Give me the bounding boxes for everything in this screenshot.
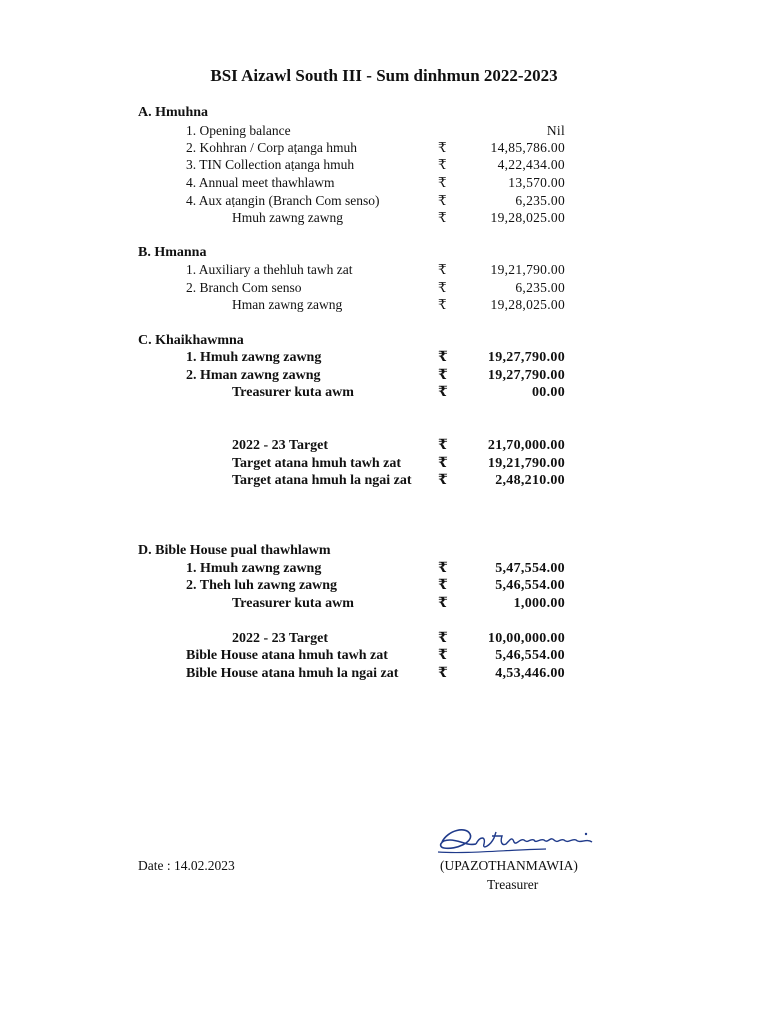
row-label: 2. Kohhran / Corp aṭanga hmuh bbox=[186, 140, 357, 155]
row-amount: 21,70,000.00 bbox=[487, 438, 565, 453]
table-row bbox=[0, 455, 768, 473]
row-amount: 19,21,790.00 bbox=[490, 262, 565, 277]
section-d-heading: D. Bible House pual thawhlawm bbox=[138, 543, 331, 558]
total-row bbox=[0, 209, 768, 227]
row-amount: 2,48,210.00 bbox=[495, 473, 565, 488]
row-label: Bible House atana hmuh la ngai zat bbox=[186, 666, 399, 681]
table-row bbox=[0, 472, 768, 490]
row-label: 1. Opening balance bbox=[186, 123, 291, 138]
row-label: 2022 - 23 Target bbox=[232, 631, 329, 646]
row-amount: 00.00 bbox=[532, 385, 565, 400]
rupee-icon: ₹ bbox=[438, 350, 448, 365]
row-label: 4. Annual meet thawhlawm bbox=[186, 175, 335, 190]
row-amount: 1,000.00 bbox=[513, 596, 565, 611]
table-row bbox=[0, 630, 768, 648]
section-c-heading: C. Khaikhawmna bbox=[138, 333, 244, 348]
rupee-icon: ₹ bbox=[438, 175, 447, 190]
rupee-icon: ₹ bbox=[438, 666, 448, 681]
table-row bbox=[0, 647, 768, 665]
rupee-icon: ₹ bbox=[438, 473, 448, 488]
rupee-icon: ₹ bbox=[438, 631, 448, 646]
table-row bbox=[0, 174, 768, 192]
total-row bbox=[0, 296, 768, 314]
row-label: 1. Hmuh zawng zawng bbox=[186, 350, 322, 365]
rupee-icon: ₹ bbox=[438, 297, 447, 312]
row-label: 2022 - 23 Target bbox=[232, 438, 329, 453]
row-amount: 10,00,000.00 bbox=[487, 631, 565, 646]
row-label: Treasurer kuta awm bbox=[232, 385, 354, 400]
row-label: 4. Aux aṭangin (Branch Com senso) bbox=[186, 193, 380, 208]
row-amount: 5,46,554.00 bbox=[495, 648, 565, 663]
row-amount: 5,47,554.00 bbox=[495, 561, 565, 576]
treasurer-name: (UPAZOTHANMAWIA) bbox=[440, 858, 578, 873]
row-amount: 13,570.00 bbox=[508, 175, 565, 190]
rupee-icon: ₹ bbox=[438, 561, 448, 576]
table-row bbox=[0, 595, 768, 613]
row-label: Target atana hmuh tawh zat bbox=[232, 456, 402, 471]
row-amount: 19,27,790.00 bbox=[487, 350, 565, 365]
rupee-icon: ₹ bbox=[438, 210, 447, 225]
row-amount: 5,46,554.00 bbox=[495, 578, 565, 593]
row-label: Treasurer kuta awm bbox=[232, 596, 354, 611]
rupee-icon: ₹ bbox=[438, 648, 448, 663]
treasurer-role: Treasurer bbox=[487, 877, 539, 892]
row-amount: 14,85,786.00 bbox=[490, 140, 565, 155]
row-label: 2. Hman zawng zawng bbox=[186, 368, 321, 383]
rupee-icon: ₹ bbox=[438, 456, 448, 471]
table-row bbox=[0, 279, 768, 297]
table-row bbox=[0, 367, 768, 385]
rupee-icon: ₹ bbox=[438, 262, 447, 277]
section-b-heading: B. Hmanna bbox=[138, 245, 207, 260]
row-label: 2. Branch Com senso bbox=[186, 280, 302, 295]
table-row bbox=[0, 122, 768, 140]
row-amount: 19,28,025.00 bbox=[490, 210, 565, 225]
table-row bbox=[0, 384, 768, 402]
row-label: Target atana hmuh la ngai zat bbox=[232, 473, 412, 488]
signature-image bbox=[436, 822, 601, 856]
row-label: Hman zawng zawng bbox=[232, 297, 343, 312]
row-label: 1. Auxiliary a thehluh tawh zat bbox=[186, 262, 353, 277]
rupee-icon: ₹ bbox=[438, 157, 447, 172]
document-date: Date : 14.02.2023 bbox=[138, 858, 235, 873]
row-label: Bible House atana hmuh tawh zat bbox=[186, 648, 388, 663]
row-amount: 4,22,434.00 bbox=[497, 157, 565, 172]
table-row bbox=[0, 192, 768, 210]
row-label: 3. TIN Collection aṭanga hmuh bbox=[186, 157, 355, 172]
row-amount: Nil bbox=[546, 123, 565, 138]
row-amount: 6,235.00 bbox=[515, 193, 565, 208]
rupee-icon: ₹ bbox=[438, 578, 448, 593]
table-row bbox=[0, 577, 768, 595]
row-label: 2. Theh luh zawng zawng bbox=[186, 578, 338, 593]
row-label: Hmuh zawng zawng bbox=[232, 210, 343, 225]
row-amount: 4,53,446.00 bbox=[495, 666, 565, 681]
table-row bbox=[0, 437, 768, 455]
row-amount: 19,21,790.00 bbox=[487, 456, 565, 471]
section-a-heading: A. Hmuhna bbox=[138, 105, 209, 120]
table-row bbox=[0, 665, 768, 683]
rupee-icon: ₹ bbox=[438, 368, 448, 383]
table-row bbox=[0, 156, 768, 174]
row-label: 1. Hmuh zawng zawng bbox=[186, 561, 322, 576]
document-title: BSI Aizawl South III - Sum dinhmun 2022-2023 bbox=[210, 66, 558, 85]
rupee-icon: ₹ bbox=[438, 385, 448, 400]
row-amount: 19,28,025.00 bbox=[490, 297, 565, 312]
rupee-icon: ₹ bbox=[438, 193, 447, 208]
table-row bbox=[0, 560, 768, 578]
rupee-icon: ₹ bbox=[438, 596, 448, 611]
table-row bbox=[0, 139, 768, 157]
rupee-icon: ₹ bbox=[438, 280, 447, 295]
table-row bbox=[0, 349, 768, 367]
row-amount: 6,235.00 bbox=[515, 280, 565, 295]
row-amount: 19,27,790.00 bbox=[487, 368, 565, 383]
rupee-icon: ₹ bbox=[438, 438, 448, 453]
rupee-icon: ₹ bbox=[438, 140, 447, 155]
table-row bbox=[0, 261, 768, 279]
